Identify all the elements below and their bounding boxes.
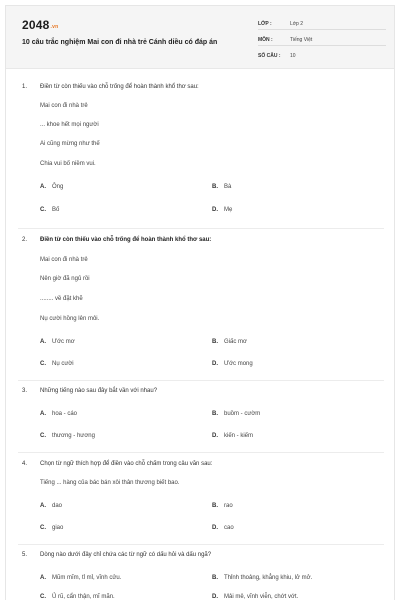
meta-class-key: LỚP : (258, 21, 272, 27)
question-divider (18, 544, 384, 545)
question-line: ... khoe hết mọi người (40, 122, 99, 128)
question-number: 1. (22, 84, 28, 90)
question-line: Ai cũng mừng như thế (40, 141, 100, 147)
question-line: Chia vui bố niềm vui. (40, 161, 96, 167)
meta-subject-row (258, 33, 386, 46)
option-text: Nụ cười (52, 361, 74, 367)
question-text: Chọn từ ngữ thích hợp để điền vào chỗ chấm trong câu văn sau: (40, 461, 213, 467)
option-label: D. (212, 594, 218, 600)
option-text: Ủ rũ, cẩn thận, mĩ mãn. (52, 594, 115, 600)
option-label: B. (212, 503, 218, 509)
question-text: Những tiếng nào sau đây bắt vần với nhau? (40, 388, 158, 394)
meta-count-key: SỐ CÂU : (258, 53, 281, 59)
option-label: B. (212, 184, 218, 190)
option-text: Bố (52, 207, 60, 213)
option-text: giao (52, 525, 64, 531)
site-logo[interactable] (22, 18, 58, 32)
meta-count-value: 10 (290, 53, 296, 59)
option-text: kiến - kiếm (224, 433, 254, 439)
option-text: Giấc mơ (224, 339, 247, 345)
option-text: rao (224, 503, 233, 509)
option-text: Mải mê, vĩnh viễn, chớt vớt. (224, 594, 299, 600)
question-line: Nên giờ đã ngủ rồi (40, 276, 90, 282)
option-text: hoa - cáo (52, 411, 78, 417)
question-line: Nụ cười hồng lên môi. (40, 316, 100, 322)
option-text: thương - hương (52, 433, 95, 439)
option-label: D. (212, 207, 218, 213)
option-label: C. (40, 594, 46, 600)
option-text: Thỉnh thoảng, khẳng khiu, lở mở. (224, 575, 313, 581)
question-number: 3. (22, 388, 28, 394)
meta-class-row (258, 17, 386, 30)
option-text: cao (224, 525, 234, 531)
option-label: D. (212, 525, 218, 531)
question-number: 2. (22, 237, 28, 243)
question-text: Điền từ còn thiếu vào chỗ trống để hoàn thành khổ thơ sau: (40, 237, 212, 243)
option-label: C. (40, 361, 46, 367)
logo-number: 2048 (22, 18, 50, 32)
logo-domain: .vn (50, 24, 59, 30)
question-text: Dòng nào dưới đây chỉ chứa các từ ngữ có dấu hỏi và dấu ngã? (40, 552, 212, 558)
document-title: 10 câu trắc nghiệm Mai con đi nhà trẻ Cánh diều có đáp án (22, 39, 218, 46)
meta-subject-value: Tiếng Việt (290, 37, 313, 43)
option-text: buồm - cườm (224, 411, 261, 417)
option-label: C. (40, 207, 46, 213)
question-number: 4. (22, 461, 28, 467)
option-label: D. (212, 361, 218, 367)
option-label: A. (40, 184, 46, 190)
question-text: Điền từ còn thiếu vào chỗ trống để hoàn thành khổ thơ sau: (40, 84, 199, 90)
option-label: A. (40, 411, 46, 417)
option-text: dao (52, 503, 63, 509)
question-line: Mai con đi nhà trẻ (40, 257, 88, 263)
option-text: Ước mơ (52, 339, 75, 345)
option-label: A. (40, 339, 46, 345)
option-text: Mẹ (224, 207, 233, 213)
option-label: B. (212, 575, 218, 581)
question-line: Mai con đi nhà trẻ (40, 103, 88, 109)
meta-count-row (258, 49, 386, 62)
option-label: B. (212, 339, 218, 345)
option-label: C. (40, 433, 46, 439)
document-header (6, 6, 394, 69)
option-label: A. (40, 575, 46, 581)
meta-class-value: Lớp 2 (290, 21, 304, 27)
question-divider (18, 452, 384, 453)
option-label: B. (212, 411, 218, 417)
question-divider (18, 228, 384, 229)
option-label: C. (40, 525, 46, 531)
question-number: 5. (22, 552, 28, 558)
option-label: A. (40, 503, 46, 509)
meta-subject-key: MÔN : (258, 37, 273, 43)
option-text: Ước mong (224, 361, 253, 367)
option-label: D. (212, 433, 218, 439)
option-text: Mũm mĩm, tỉ mỉ, vĩnh cửu. (52, 575, 122, 581)
option-text: Bà (224, 184, 232, 190)
question-line: Tiếng ... hàng của bác bán xôi thân thương biết bao. (40, 480, 180, 486)
option-text: Ông (52, 184, 64, 190)
document-page (5, 5, 395, 600)
question-divider (18, 380, 384, 381)
question-line: ........ về đặt khẽ (40, 296, 83, 302)
